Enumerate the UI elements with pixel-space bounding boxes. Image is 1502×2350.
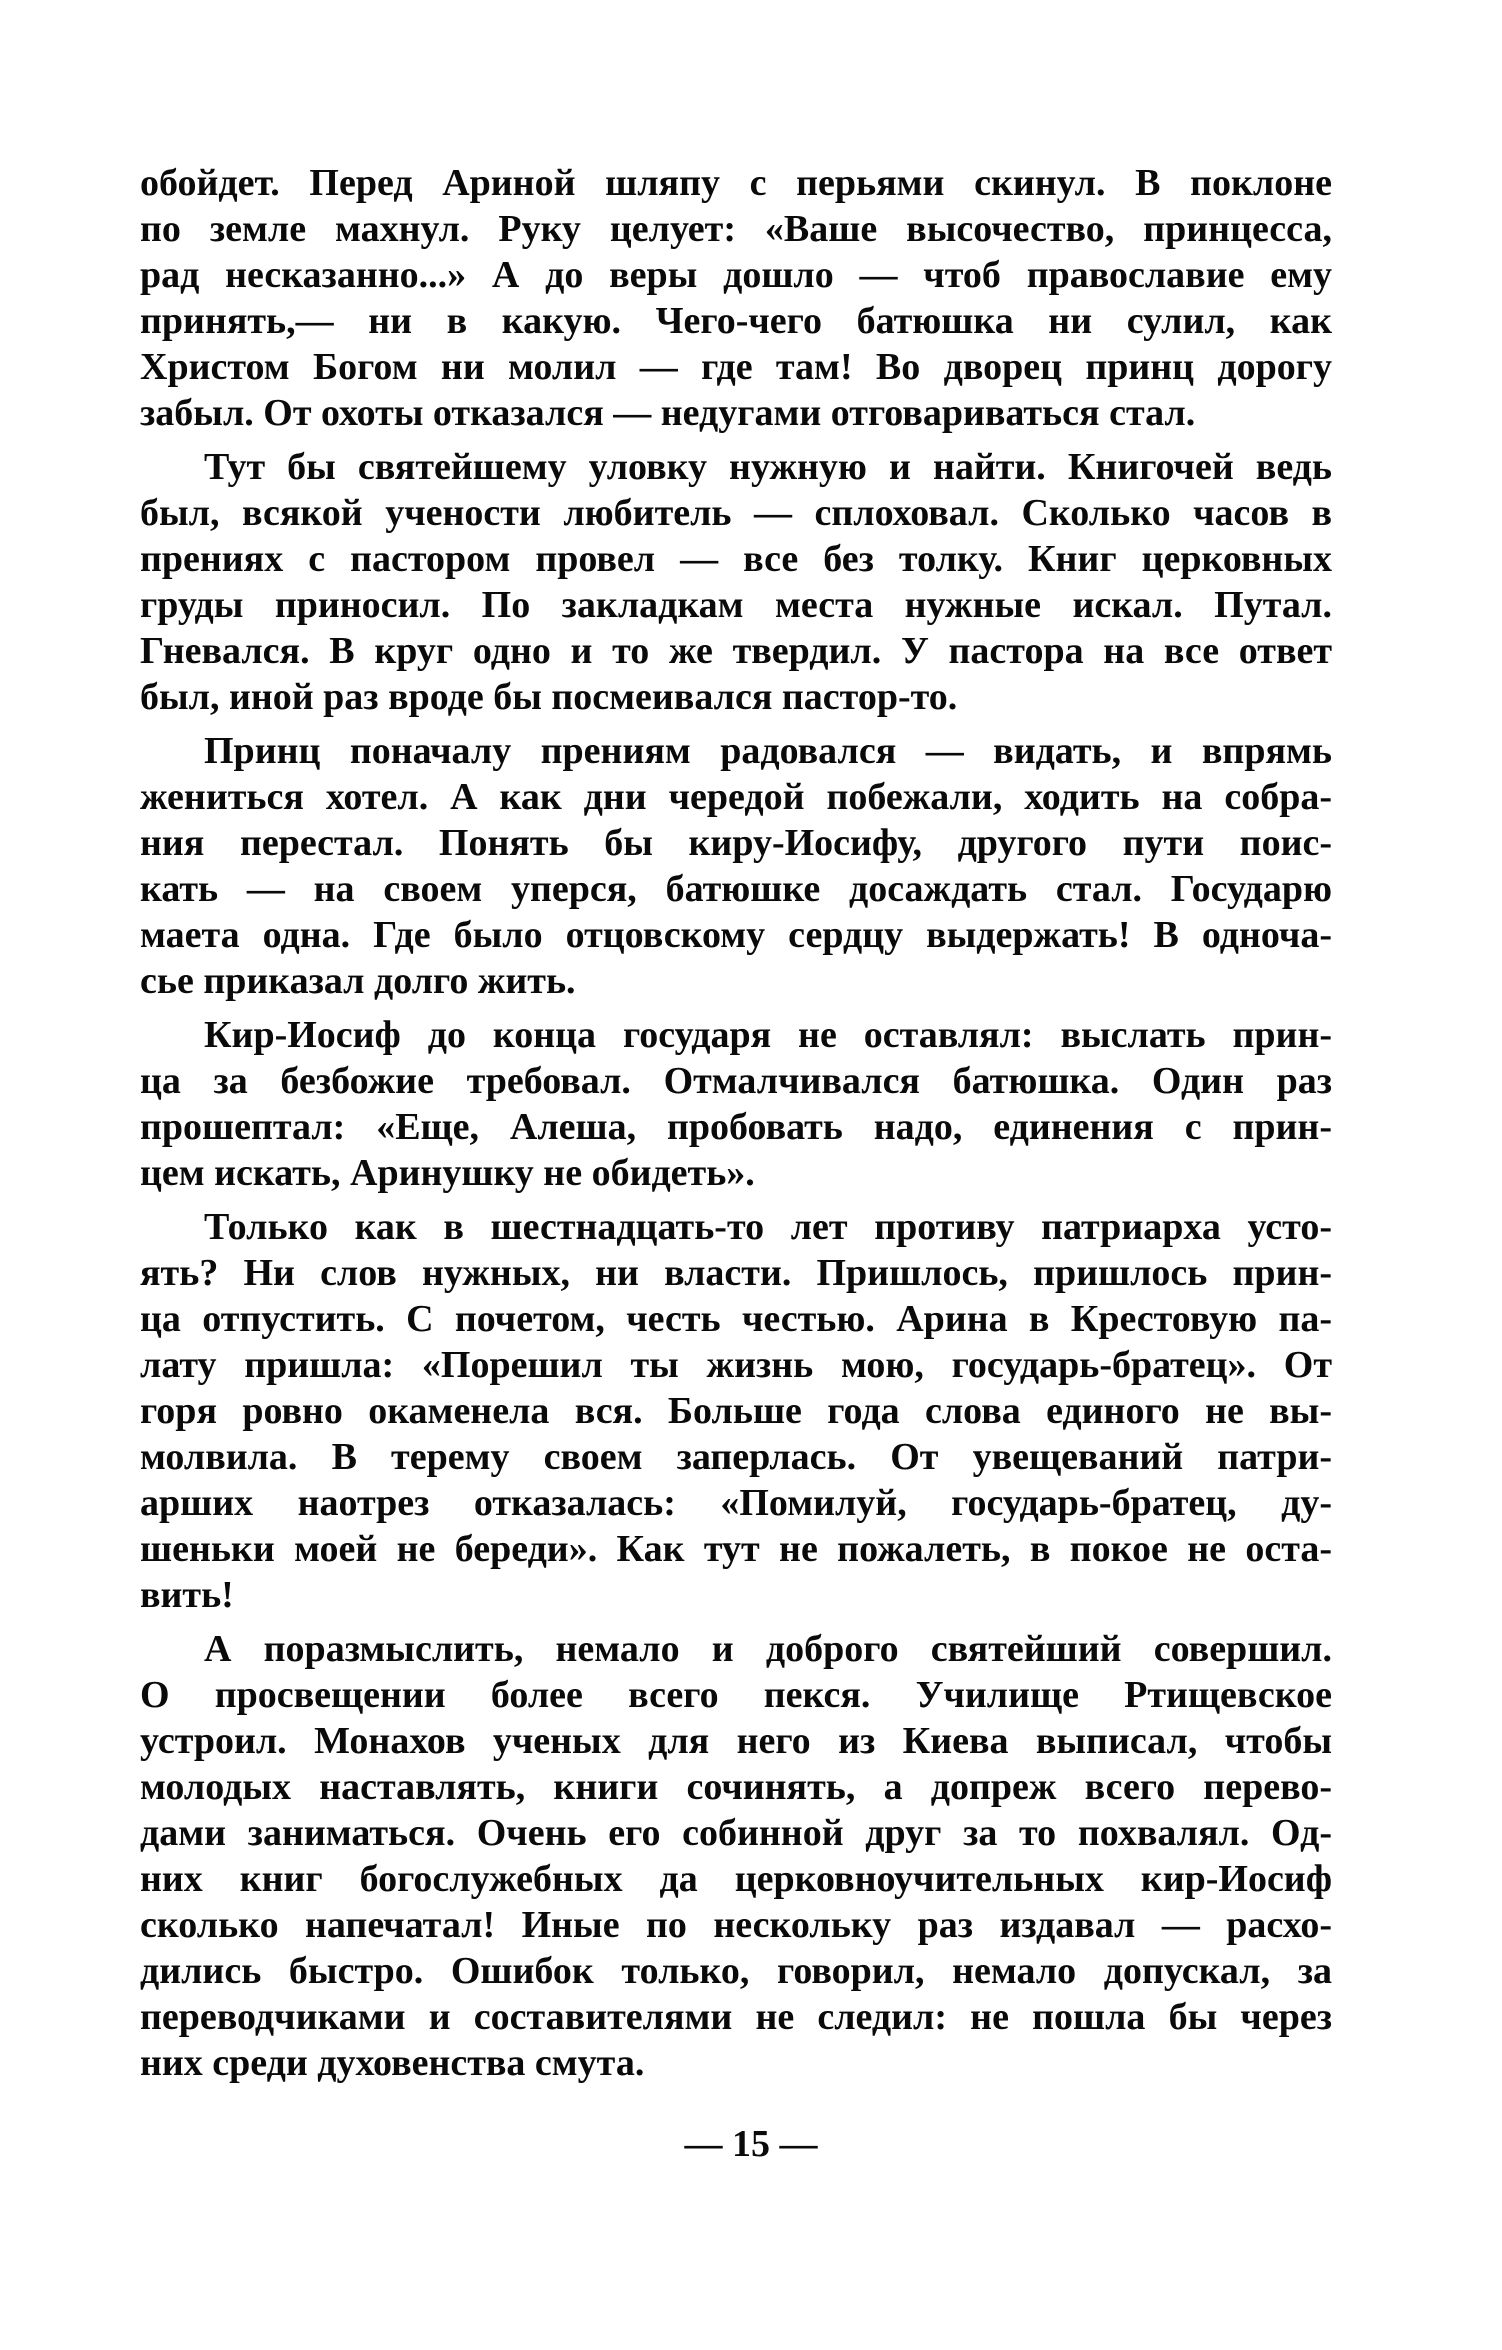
text-line: ять? Ни слов нужных, ни власти. Пришлось, пришлось прин- [140,1252,1332,1294]
text-line: кать — на своем уперся, батюшке досаждать стал. Государю [140,868,1332,910]
text-line: молодых наставлять, книги сочинять, а допреж всего перево- [140,1766,1332,1808]
page-number: — 15 — [684,2123,818,2165]
text-line: забыл. От охоты отказался — недугами отговариваться стал. [140,392,1196,434]
text-line: горя ровно окаменела вся. Больше года слова единого не вы- [140,1390,1332,1432]
text-line: прошептал: «Еще, Алеша, пробовать надо, единения с прин- [140,1106,1332,1148]
text-line: обойдет. Перед Ариной шляпу с перьями скинул. В поклоне [140,162,1332,204]
text-line: Кир-Иосиф до конца государя не оставлял: выслать прин- [204,1014,1332,1056]
text-line: них книг богослужебных да церковноучительных кир-Иосиф [140,1858,1332,1900]
text-line: О просвещении более всего пекся. Училище Ртищевское [140,1674,1332,1716]
text-line: прениях с пастором провел — все без толку. Книг церковных [140,538,1332,580]
paragraph [140,1204,1332,1618]
text-line: принять,— ни в какую. Чего-чего батюшка ни сулил, как [140,300,1332,342]
text-line: по земле махнул. Руку целует: «Ваше высочество, принцесса, [140,208,1332,250]
text-line: шеньки моей не береди». Как тут не пожалеть, в покое не оста- [140,1528,1332,1570]
text-line: жениться хотел. А как дни чередой побежали, ходить на собра- [140,776,1332,818]
text-line: был, иной раз вроде бы посмеивался пастор-то. [140,676,958,718]
paragraph [140,160,1332,436]
text-line: арших наотрез отказалась: «Помилуй, государь-братец, ду- [140,1482,1332,1524]
paragraph [140,1626,1332,2086]
text-line: маета одна. Где было отцовскому сердцу выдержать! В одноча- [140,914,1332,956]
text-line: ца за безбожие требовал. Отмалчивался батюшка. Один раз [140,1060,1332,1102]
text-line: лату пришла: «Порешил ты жизнь мою, государь-братец». От [140,1344,1332,1386]
text-line: груды приносил. По закладкам места нужные искал. Путал. [140,584,1332,626]
text-line: молвила. В терему своем заперлась. От увещеваний патри- [140,1436,1332,1478]
text-line: них среди духовенства смута. [140,2042,645,2084]
text-line: Тут бы святейшему уловку нужную и найти. Книгочей ведь [204,446,1332,488]
text-line: был, всякой учености любитель — сплоховал. Сколько часов в [140,492,1332,534]
text-line: рад несказанно...» А до веры дошло — чтоб православие ему [140,254,1332,296]
text-line: дились быстро. Ошибок только, говорил, немало допускал, за [140,1950,1332,1992]
text-line: дами заниматься. Очень его собинной друг за то похвалял. Од- [140,1812,1332,1854]
text-line: Гневался. В круг одно и то же твердил. У пастора на все ответ [140,630,1332,672]
text-line: переводчиками и составителями не следил: не пошла бы через [140,1996,1332,2038]
text-line: устроил. Монахов ученых для него из Киева выписал, чтобы [140,1720,1332,1762]
paragraph [140,728,1332,1004]
text-line: ния перестал. Понять бы киру-Иосифу, другого пути поис- [140,822,1332,864]
text-line: сье приказал долго жить. [140,960,576,1002]
text-line: Только как в шестнадцать-то лет противу патриарха усто- [204,1206,1332,1248]
text-line: А поразмыслить, немало и доброго святейший совершил. [204,1628,1332,1670]
text-block [140,160,1332,2086]
text-line: Принц поначалу прениям радовался — видать, и впрямь [204,730,1332,772]
text-line: Христом Богом ни молил — где там! Во дворец принц дорогу [140,346,1332,388]
text-line: ца отпустить. С почетом, честь честью. Арина в Крестовую па- [140,1298,1332,1340]
paragraph [140,1012,1332,1196]
text-line: цем искать, Аринушку не обидеть». [140,1152,755,1194]
text-line: сколько напечатал! Иные по нескольку раз издавал — расхо- [140,1904,1332,1946]
paragraph [140,444,1332,720]
text-line: вить! [140,1574,234,1616]
